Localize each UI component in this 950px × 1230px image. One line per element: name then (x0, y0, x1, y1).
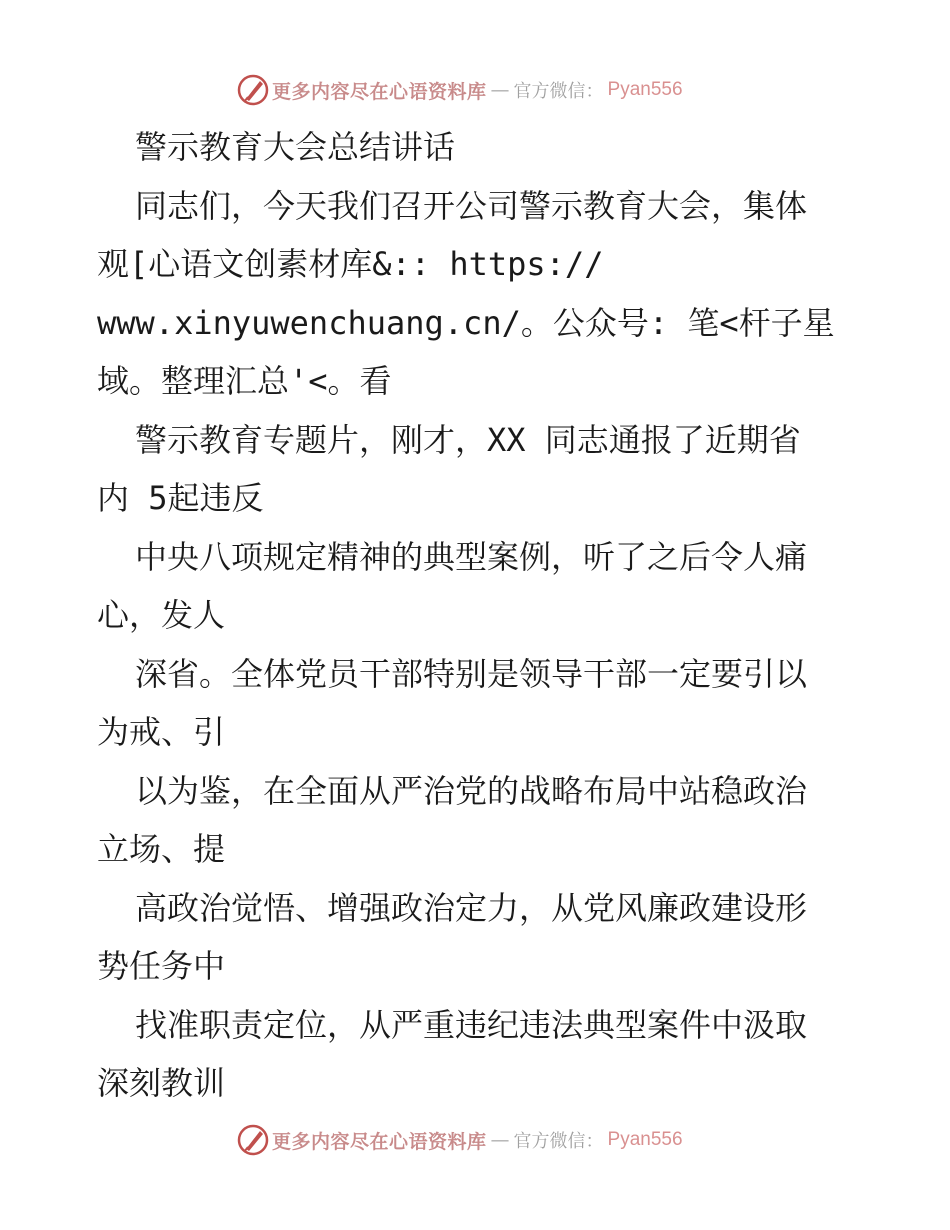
text-line: 观[心语文创素材库&:: https:// (97, 245, 604, 283)
banner-main-text: 更多内容尽在心语资料库 (272, 80, 487, 103)
text-line: 心，发人 (97, 596, 226, 634)
text-line: 为戒、引 (97, 713, 226, 751)
banner-wechat-id: Pyan556 (607, 79, 683, 100)
document-body (97, 118, 857, 1113)
document-title: 警示教育大会总结讲话 (135, 128, 456, 166)
banner-wechat-label: 官方微信： (513, 81, 604, 102)
text-line: 内 5起违反 (97, 479, 264, 517)
banner-wechat-id: Pyan556 (607, 1129, 683, 1150)
banner-main-text: 更多内容尽在心语资料库 (272, 1130, 487, 1153)
text-line: 同志们，今天我们召开公司警示教育大会，集体 (135, 186, 808, 225)
header-watermark-banner (236, 72, 683, 108)
text-line: 高政治觉悟、增强政治定力，从党风廉政建设形 (135, 888, 808, 927)
quill-pen-icon (236, 1123, 270, 1157)
text-line: 深省。全体党员干部特别是领导干部一定要引以 (135, 654, 808, 693)
banner-dash: — (490, 79, 510, 101)
text-line: 以为鉴，在全面从严治党的战略布局中站稳政治 (135, 771, 808, 810)
banner-wechat-label: 官方微信： (513, 1131, 604, 1152)
text-line: 中央八项规定精神的典型案例，听了之后令人痛 (135, 537, 808, 576)
quill-pen-icon (236, 73, 270, 107)
text-line: 势任务中 (97, 947, 226, 985)
banner-dash: — (490, 1129, 510, 1151)
footer-watermark-banner (236, 1122, 683, 1158)
text-line: 找准职责定位，从严重违纪违法典型案件中汲取 (135, 1005, 808, 1044)
text-line: 深刻教训 (97, 1064, 226, 1102)
text-line: www.xinyuwenchuang.cn/。公众号: 笔<杆子星 (97, 303, 835, 342)
text-line: 立场、提 (97, 830, 226, 868)
text-line: 域。整理汇总'<。看 (97, 362, 392, 400)
text-line: 警示教育专题片，刚才，XX 同志通报了近期省 (135, 420, 801, 459)
